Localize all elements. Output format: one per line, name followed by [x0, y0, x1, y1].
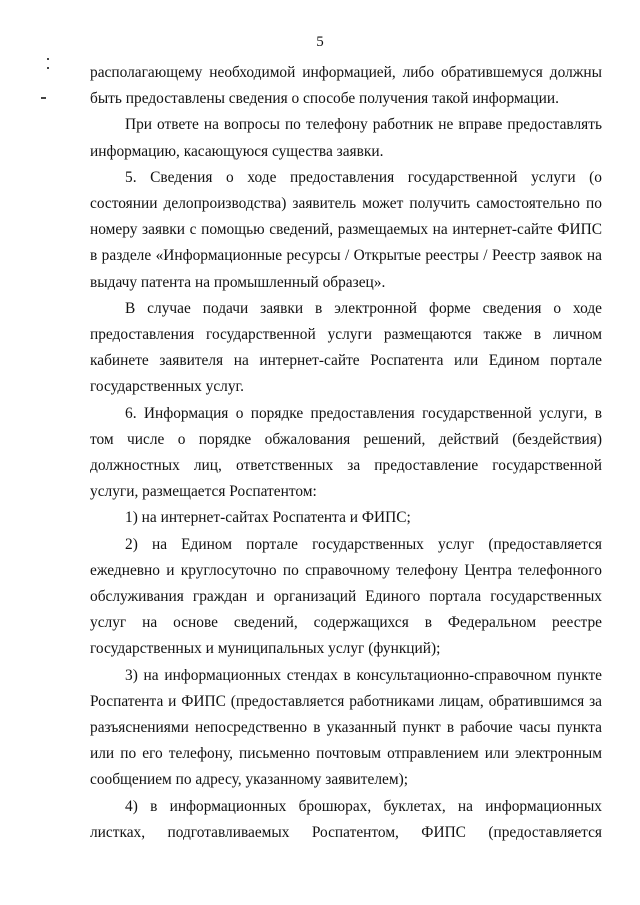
page-number: 5 — [316, 34, 324, 50]
list-item-3: 3) на информационных стендах в консультационно-справочном пункте Роспатента и ФИПС (предоставляется работниками лицам, обратившимся за разъяснениями непосредственно в указанный пункт в рабочие часы пункта или по его телефону, письменно почтовым отправлением или электронным сообщением по адресу, указанному заявителем); — [90, 666, 602, 789]
paragraph-item-6: 6. Информация о порядке предоставления государственной услуги, в том числе о порядке обжалования решений, действий (бездействия) должностных лиц, ответственных за предоставление государственной услуги, размещается Роспатентом: — [90, 404, 602, 501]
paragraph-continuation: располагающему необходимой информацией, либо обратившемуся должны быть предоставлены сведения о способе получения такой информации. — [90, 64, 602, 108]
list-item-1: 1) на интернет-сайтах Роспатента и ФИПС; — [125, 509, 411, 527]
paragraph-item-5: 5. Сведения о ходе предоставления государственной услуги (о состоянии делопроизводства) заявитель может получить самостоятельно по номеру заявки с помощью сведений, размещаемых на интернет-сайте ФИПС в разделе «Информационные ресурсы / Открытые реестры / Реестр заявок на выдачу патента на промышленный образец». — [90, 168, 602, 291]
list-item-4: 4) в информационных брошюрах, буклетах, на информационных листках, подготавливаемых Роспатентом, ФИПС (предоставляется — [90, 797, 602, 841]
margin-mark-dash — [41, 97, 46, 99]
margin-mark-top — [47, 58, 49, 60]
margin-mark-middle — [47, 67, 49, 69]
document-body — [90, 60, 602, 846]
paragraph-phone-answer: При ответе на вопросы по телефону работник не вправе предоставлять информацию, касающуюся существа заявки. — [90, 116, 602, 160]
list-item-2: 2) на Едином портале государственных услуг (предоставляется ежедневно и круглосуточно по справочному телефону Центра телефонного обслуживания граждан и организаций Единого портала государственных услуг на основе сведений, содержащихся в Федеральном реестре государственных и муниципальных услуг (функций); — [90, 535, 602, 658]
paragraph-electronic-application: В случае подачи заявки в электронной форме сведения о ходе предоставления государственной услуги размещаются также в личном кабинете заявителя на интернет-сайте Роспатента или Едином портале государственных услуг. — [90, 299, 602, 396]
